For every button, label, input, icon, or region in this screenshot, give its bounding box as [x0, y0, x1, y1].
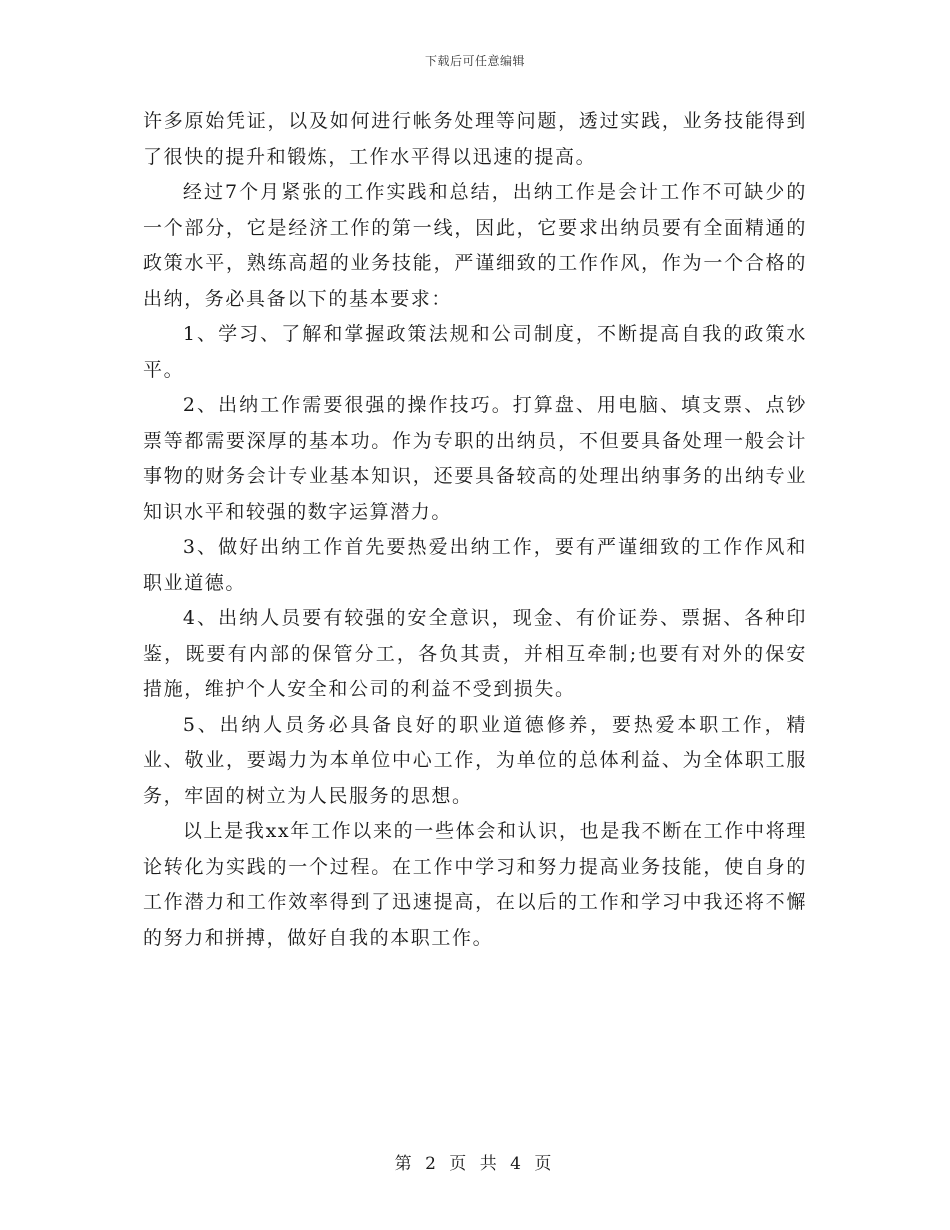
paragraph-requirement-1: 1、学习、了解和掌握政策法规和公司制度，不断提高自我的政策水平。: [143, 323, 807, 381]
paragraph-continued: 许多原始凭证，以及如何进行帐务处理等问题，透过实践，业务技能得到了很快的提升和锻炼，工作水平得以迅速的提高。: [143, 110, 807, 168]
paragraph-summary: 经过7个月紧张的工作实践和总结，出纳工作是会计工作不可缺少的一个部分，它是经济工作的第一线，因此，它要求出纳员要有全面精通的政策水平，熟练高超的业务技能，严谨细致的工作作风，作为一个合格的出纳，务必具备以下的基本要求：: [143, 181, 807, 310]
paragraph-requirement-5: 5、出纳人员务必具备良好的职业道德修养，要热爱本职工作，精业、敬业，要竭力为本单位中心工作，为单位的总体利益、为全体职工服务，牢固的树立为人民服务的思想。: [143, 713, 807, 807]
paragraph-requirement-2: 2、出纳工作需要很强的操作技巧。打算盘、用电脑、填支票、点钞票等都需要深厚的基本功。作为专职的出纳员，不但要具备处理一般会计事物的财务会计专业基本知识，还要具备较高的处理出纳事务的出纳专业知识水平和较强的数字运算潜力。: [143, 394, 807, 523]
paragraph-conclusion: 以上是我xx年工作以来的一些体会和认识，也是我不断在工作中将理论转化为实践的一个过程。在工作中学习和努力提高业务技能，使自身的工作潜力和工作效率得到了迅速提高，在以后的工作和学习中我还将不懈的努力和拼搏，做好自我的本职工作。: [143, 820, 807, 949]
page-footer: 第 2 页 共 4 页: [394, 1154, 556, 1174]
document-body: [143, 104, 807, 956]
paragraph-requirement-3: 3、做好出纳工作首先要热爱出纳工作，要有严谨细致的工作作风和职业道德。: [143, 536, 807, 594]
page-header: 下载后可任意编辑: [424, 54, 525, 68]
paragraph-requirement-4: 4、出纳人员要有较强的安全意识，现金、有价证券、票据、各种印鉴，既要有内部的保管分工，各负其责，并相互牵制;也要有对外的保安措施，维护个人安全和公司的利益不受到损失。: [143, 607, 807, 700]
